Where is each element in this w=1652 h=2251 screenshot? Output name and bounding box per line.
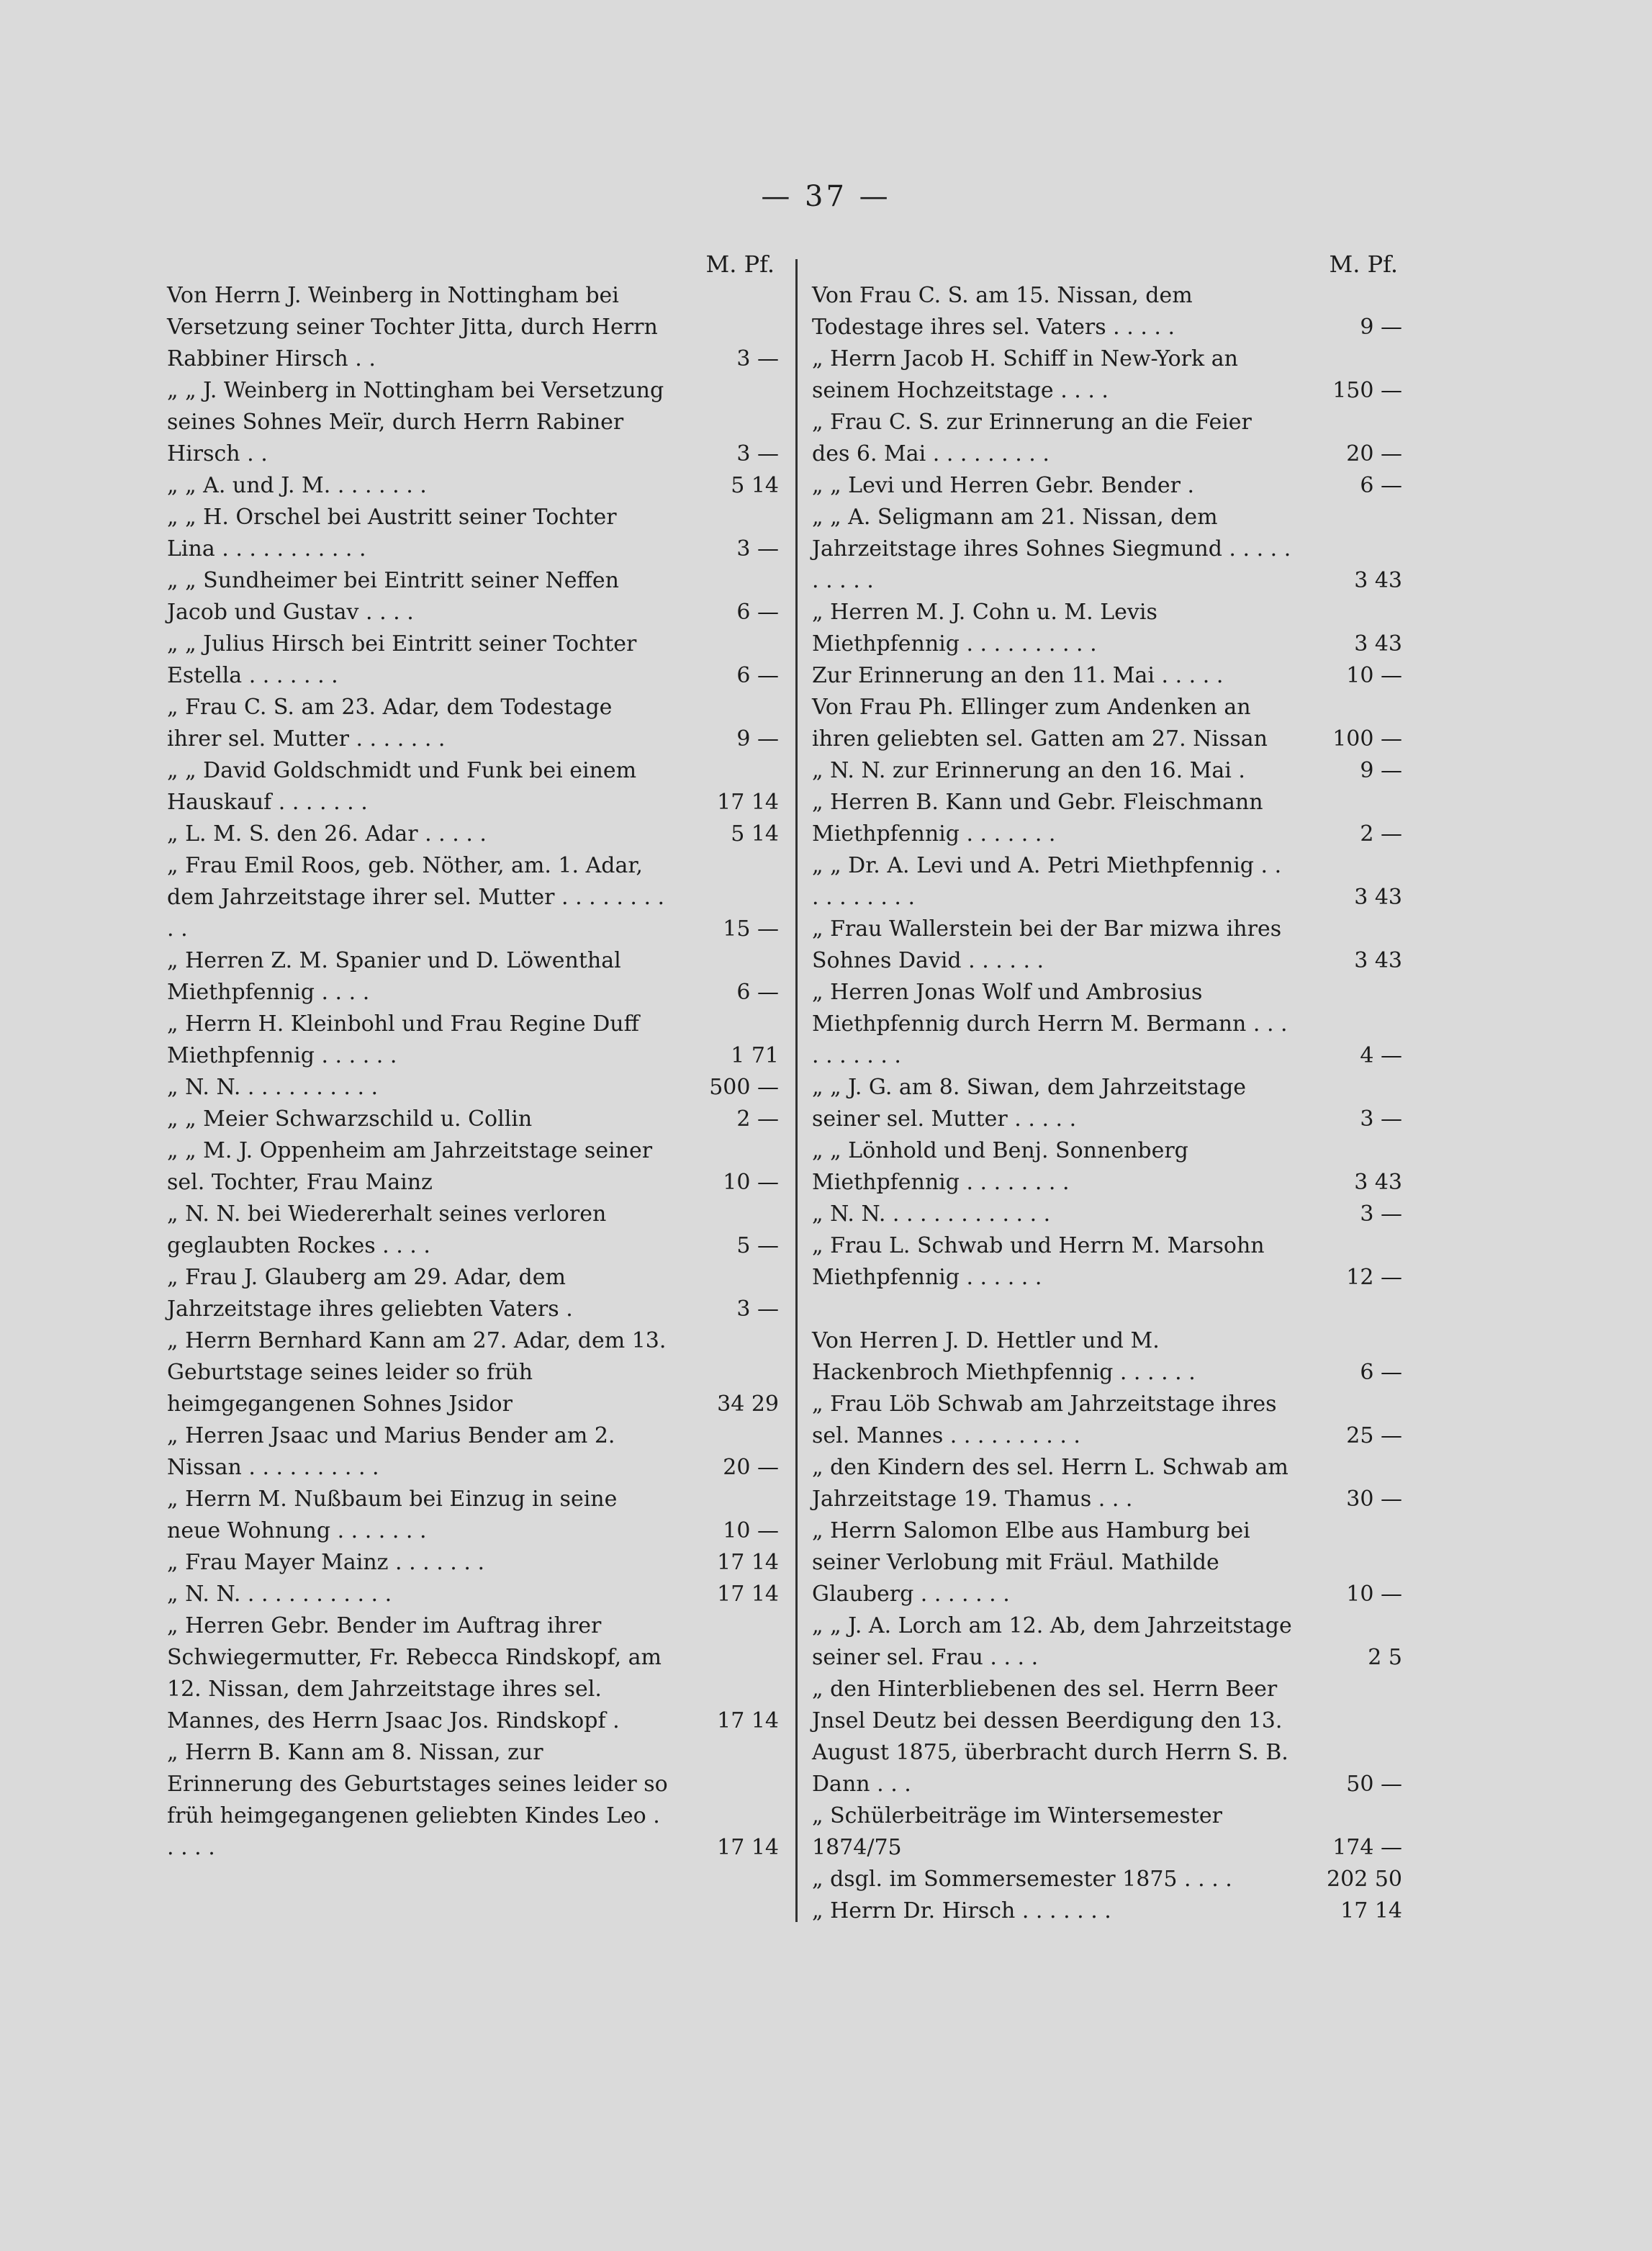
donation-amount: 17 14 xyxy=(717,1550,779,1575)
donation-entry xyxy=(812,692,1402,755)
donation-entry xyxy=(167,1484,779,1547)
left-column xyxy=(167,248,779,1864)
donation-amount: 6 — xyxy=(736,663,779,688)
donation-amount: 9 — xyxy=(736,726,779,752)
donation-entry xyxy=(812,850,1402,914)
donation-amount: 500 — xyxy=(709,1075,779,1100)
donation-text: „ Frau C. S. am 23. Adar, dem Todestage ihrer sel. Mutter . . . . . . . xyxy=(167,695,613,752)
donation-text: „ N. N. . . . . . . . . . . . . xyxy=(812,1201,1051,1227)
donation-amount: 17 14 xyxy=(717,1582,779,1607)
donation-amount: 6 — xyxy=(1360,1360,1402,1385)
donation-entry xyxy=(167,1199,779,1262)
donation-amount: 25 — xyxy=(1346,1423,1402,1448)
donation-amount: 10 — xyxy=(723,1518,779,1543)
donation-amount: 20 — xyxy=(1346,441,1402,466)
donation-amount: 17 14 xyxy=(717,790,779,815)
donation-entry xyxy=(812,1230,1402,1294)
donation-entry xyxy=(167,470,779,502)
donation-amount: 202 50 xyxy=(1327,1867,1402,1892)
donation-text: „ Herren Gebr. Bender im Auftrag ihrer Schwiegermutter, Fr. Rebecca Rindskopf, am 12. Nissan, dem Jahrzeitstage ihres sel. Mannes, des Herrn Jsaac Jos. Rindskopf . xyxy=(167,1613,662,1733)
currency-header: M. Pf. xyxy=(705,251,775,278)
donation-entry xyxy=(812,470,1402,502)
donation-text: „ Herren Jonas Wolf und Ambrosius Miethpfennig durch Herrn M. Bermann . . . . . . . . . . xyxy=(812,980,1288,1068)
donation-entry xyxy=(812,1325,1402,1389)
donation-entry xyxy=(812,914,1402,977)
donation-amount: 10 — xyxy=(1346,1582,1402,1607)
donation-text: „ dsgl. im Sommersemester 1875 . . . . xyxy=(812,1867,1232,1892)
donation-entry xyxy=(167,755,779,818)
donation-entry xyxy=(167,1104,779,1135)
donation-text: „ N. N. zur Erinnerung an den 16. Mai . xyxy=(812,758,1245,783)
donation-amount: 17 14 xyxy=(717,1835,779,1860)
donation-amount: 2 5 xyxy=(1368,1645,1402,1670)
donation-entry xyxy=(167,1610,779,1737)
donation-amount: 15 — xyxy=(723,916,779,942)
donation-entry xyxy=(812,755,1402,787)
donation-amount: 17 14 xyxy=(1340,1898,1402,1923)
donation-entry xyxy=(167,692,779,755)
donation-entry xyxy=(812,1674,1402,1800)
donation-text: „ Herrn Bernhard Kann am 27. Adar, dem 13. Geburtstage seines leider so früh heimgegangenen Sohnes Jsidor xyxy=(167,1328,667,1417)
donation-text: „ „ Levi und Herren Gebr. Bender . xyxy=(812,473,1195,498)
donation-entry xyxy=(812,787,1402,850)
donation-entry xyxy=(167,628,779,692)
donation-text: „ Herrn B. Kann am 8. Nissan, zur Erinnerung des Geburtstages seines leider so früh heimgegangenen geliebten Kindes Leo . . . . . xyxy=(167,1740,668,1860)
donation-amount: 1 71 xyxy=(731,1043,779,1068)
donation-entry xyxy=(812,597,1402,660)
donation-text: Von Frau C. S. am 15. Nissan, dem Todestage ihres sel. Vaters . . . . . xyxy=(812,283,1193,340)
donation-entry xyxy=(167,280,779,375)
donation-text: „ Herren Jsaac und Marius Bender am 2. Nissan . . . . . . . . . . xyxy=(167,1423,615,1480)
donation-entry xyxy=(167,1072,779,1104)
donation-entry xyxy=(812,1072,1402,1135)
donation-text: „ L. M. S. den 26. Adar . . . . . xyxy=(167,821,487,847)
donation-text: „ N. N. bei Wiedererhalt seines verloren geglaubten Rockes . . . . xyxy=(167,1201,607,1258)
donation-amount: 3 — xyxy=(736,441,779,466)
donation-amount: 3 43 xyxy=(1354,568,1402,593)
donation-text: „ „ Sundheimer bei Eintritt seiner Neffen Jacob und Gustav . . . . xyxy=(167,568,619,625)
donation-amount: 6 — xyxy=(736,600,779,625)
donation-amount: 6 — xyxy=(736,980,779,1005)
donation-text: „ „ A. Seligmann am 21. Nissan, dem Jahrzeitstage ihres Sohnes Siegmund . . . . . . . . . . xyxy=(812,505,1291,593)
donation-entry xyxy=(167,502,779,565)
donation-entry xyxy=(812,1515,1402,1610)
donation-amount: 4 — xyxy=(1360,1043,1402,1068)
donation-entry xyxy=(167,818,779,850)
donation-entry xyxy=(167,1420,779,1484)
currency-header: M. Pf. xyxy=(1329,251,1398,278)
donation-text: „ „ Lönhold und Benj. Sonnenberg Miethpfennig . . . . . . . . xyxy=(812,1138,1188,1195)
donation-text: „ Frau L. Schwab und Herrn M. Marsohn Miethpfennig . . . . . . xyxy=(812,1233,1265,1290)
donation-text: „ Frau Wallerstein bei der Bar mizwa ihres Sohnes David . . . . . . xyxy=(812,916,1282,973)
donation-amount: 3 — xyxy=(736,536,779,561)
donation-amount: 3 — xyxy=(736,1296,779,1322)
donation-text: „ N. N. . . . . . . . . . . xyxy=(167,1075,379,1100)
donation-amount: 100 — xyxy=(1332,726,1402,752)
donation-entry xyxy=(167,1009,779,1072)
donation-text: „ Schülerbeiträge im Wintersemester 1874/75 xyxy=(812,1803,1222,1860)
donation-amount: 3 43 xyxy=(1354,948,1402,973)
donation-entry xyxy=(812,1199,1402,1230)
donation-entry xyxy=(167,1135,779,1199)
donation-text: „ N. N. . . . . . . . . . . . xyxy=(167,1582,392,1607)
donation-entry xyxy=(812,502,1402,597)
donation-amount: 5 14 xyxy=(731,473,779,498)
donation-amount: 10 — xyxy=(1346,663,1402,688)
donation-entry xyxy=(167,1325,779,1420)
donation-amount: 3 43 xyxy=(1354,631,1402,657)
donation-entry xyxy=(812,1610,1402,1674)
donation-text: „ den Hinterbliebenen des sel. Herrn Beer Jnsel Deutz bei dessen Beerdigung den 13. August 1875, überbracht durch Herrn S. B. Dann . . . xyxy=(812,1677,1288,1797)
donation-entry xyxy=(167,1262,779,1325)
donation-text: „ Frau Emil Roos, geb. Nöther, am. 1. Adar, dem Jahrzeitstage ihrer sel. Mutter . . . . . . . . . . xyxy=(167,853,665,942)
donation-text: „ Herrn Dr. Hirsch . . . . . . . xyxy=(812,1898,1111,1923)
donation-text: „ „ Dr. A. Levi und A. Petri Miethpfennig . . . . . . . . . . xyxy=(812,853,1282,910)
donation-amount: 2 — xyxy=(736,1106,779,1132)
donation-amount: 2 — xyxy=(1360,821,1402,847)
donation-text: „ Herren Z. M. Spanier und D. Löwenthal Miethpfennig . . . . xyxy=(167,948,621,1005)
donation-amount: 34 29 xyxy=(717,1391,779,1417)
donation-amount: 3 — xyxy=(736,346,779,371)
donation-text: „ „ David Goldschmidt und Funk bei einem Hauskauf . . . . . . . xyxy=(167,758,637,815)
donation-amount: 5 14 xyxy=(731,821,779,847)
donation-entry xyxy=(167,1579,779,1610)
donation-text: Zur Erinnerung an den 11. Mai . . . . . xyxy=(812,663,1224,688)
donation-entry xyxy=(812,1864,1402,1895)
donation-amount: 50 — xyxy=(1346,1772,1402,1797)
donation-text: „ Herrn Salomon Elbe aus Hamburg bei seiner Verlobung mit Fräul. Mathilde Glauberg . . . . . . . xyxy=(812,1518,1250,1607)
donation-entry xyxy=(812,1389,1402,1452)
donation-amount: 20 — xyxy=(723,1455,779,1480)
donation-entry xyxy=(167,945,779,1009)
donation-text: „ Herrn H. Kleinbohl und Frau Regine Duff Miethpfennig . . . . . . xyxy=(167,1011,639,1068)
donation-text: „ „ M. J. Oppenheim am Jahrzeitstage seiner sel. Tochter, Frau Mainz xyxy=(167,1138,653,1195)
donation-text: „ „ J. A. Lorch am 12. Ab, dem Jahrzeitstage seiner sel. Frau . . . . xyxy=(812,1613,1292,1670)
donation-amount: 3 — xyxy=(1360,1201,1402,1227)
donation-amount: 5 — xyxy=(736,1233,779,1258)
donation-text: „ Herren B. Kann und Gebr. Fleischmann Miethpfennig . . . . . . . xyxy=(812,790,1263,847)
donation-entry xyxy=(167,565,779,628)
donation-amount: 3 43 xyxy=(1354,1170,1402,1195)
donation-entry xyxy=(812,1895,1402,1927)
donation-text: „ Herrn Jacob H. Schiff in New-York an seinem Hochzeitstage . . . . xyxy=(812,346,1238,403)
donation-amount: 6 — xyxy=(1360,473,1402,498)
donation-entry xyxy=(812,343,1402,407)
donation-amount: 17 14 xyxy=(717,1708,779,1733)
donation-entry xyxy=(167,850,779,945)
donation-amount: 174 — xyxy=(1332,1835,1402,1860)
right-entry-list xyxy=(812,280,1402,1927)
donation-entry xyxy=(812,1800,1402,1864)
donation-text: Von Herrn J. Weinberg in Nottingham bei Versetzung seiner Tochter Jitta, durch Herrn Rabbiner Hirsch . . xyxy=(167,283,658,371)
donation-text: „ „ J. Weinberg in Nottingham bei Versetzung seines Sohnes Meïr, durch Herrn Rabiner Hirsch . . xyxy=(167,378,664,466)
donation-text: „ „ Julius Hirsch bei Eintritt seiner Tochter Estella . . . . . . . xyxy=(167,631,637,688)
donation-text: „ Herren M. J. Cohn u. M. Levis Miethpfennig . . . . . . . . . . xyxy=(812,600,1157,657)
donation-text: „ Frau C. S. zur Erinnerung an die Feier des 6. Mai . . . . . . . . . xyxy=(812,410,1252,466)
donation-amount: 12 — xyxy=(1346,1265,1402,1290)
donation-entry xyxy=(167,1737,779,1864)
donation-amount: 9 — xyxy=(1360,315,1402,340)
donation-amount: 30 — xyxy=(1346,1487,1402,1512)
donation-text: „ „ A. und J. M. . . . . . . . xyxy=(167,473,427,498)
donation-text: „ „ H. Orschel bei Austritt seiner Tochter Lina . . . . . . . . . . . xyxy=(167,505,617,561)
donation-text: „ Frau J. Glauberg am 29. Adar, dem Jahrzeitstage ihres geliebten Vaters . xyxy=(167,1265,573,1322)
donation-entry xyxy=(167,1547,779,1579)
donation-text: Von Herren J. D. Hettler und M. Hackenbroch Miethpfennig . . . . . . xyxy=(812,1328,1196,1385)
right-column xyxy=(812,248,1402,1927)
donation-text: „ den Kindern des sel. Herrn L. Schwab am Jahrzeitstage 19. Thamus . . . xyxy=(812,1455,1288,1512)
donation-amount: 9 — xyxy=(1360,758,1402,783)
donation-text: „ Frau Löb Schwab am Jahrzeitstage ihres sel. Mannes . . . . . . . . . . xyxy=(812,1391,1277,1448)
donation-text: „ Frau Mayer Mainz . . . . . . . xyxy=(167,1550,484,1575)
donation-amount: 3 43 xyxy=(1354,885,1402,910)
donation-entry xyxy=(812,1452,1402,1515)
column-divider xyxy=(795,259,798,1922)
left-entry-list xyxy=(167,280,779,1864)
donation-entry xyxy=(167,375,779,470)
donation-amount: 150 — xyxy=(1332,378,1402,403)
donation-text: „ „ J. G. am 8. Siwan, dem Jahrzeitstage seiner sel. Mutter . . . . . xyxy=(812,1075,1247,1132)
donation-entry xyxy=(812,280,1402,343)
donation-entry xyxy=(812,660,1402,692)
donation-text: „ „ Meier Schwarzschild u. Collin xyxy=(167,1106,533,1132)
donation-amount: 10 — xyxy=(723,1170,779,1195)
donation-text: „ Herrn M. Nußbaum bei Einzug in seine neue Wohnung . . . . . . . xyxy=(167,1487,618,1543)
donation-entry xyxy=(812,977,1402,1072)
donation-text: Von Frau Ph. Ellinger zum Andenken an ihren geliebten sel. Gatten am 27. Nissan xyxy=(812,695,1268,752)
page-number: — 37 — xyxy=(761,180,891,213)
donation-entry xyxy=(812,1135,1402,1199)
donation-entry xyxy=(812,407,1402,470)
donation-amount: 3 — xyxy=(1360,1106,1402,1132)
